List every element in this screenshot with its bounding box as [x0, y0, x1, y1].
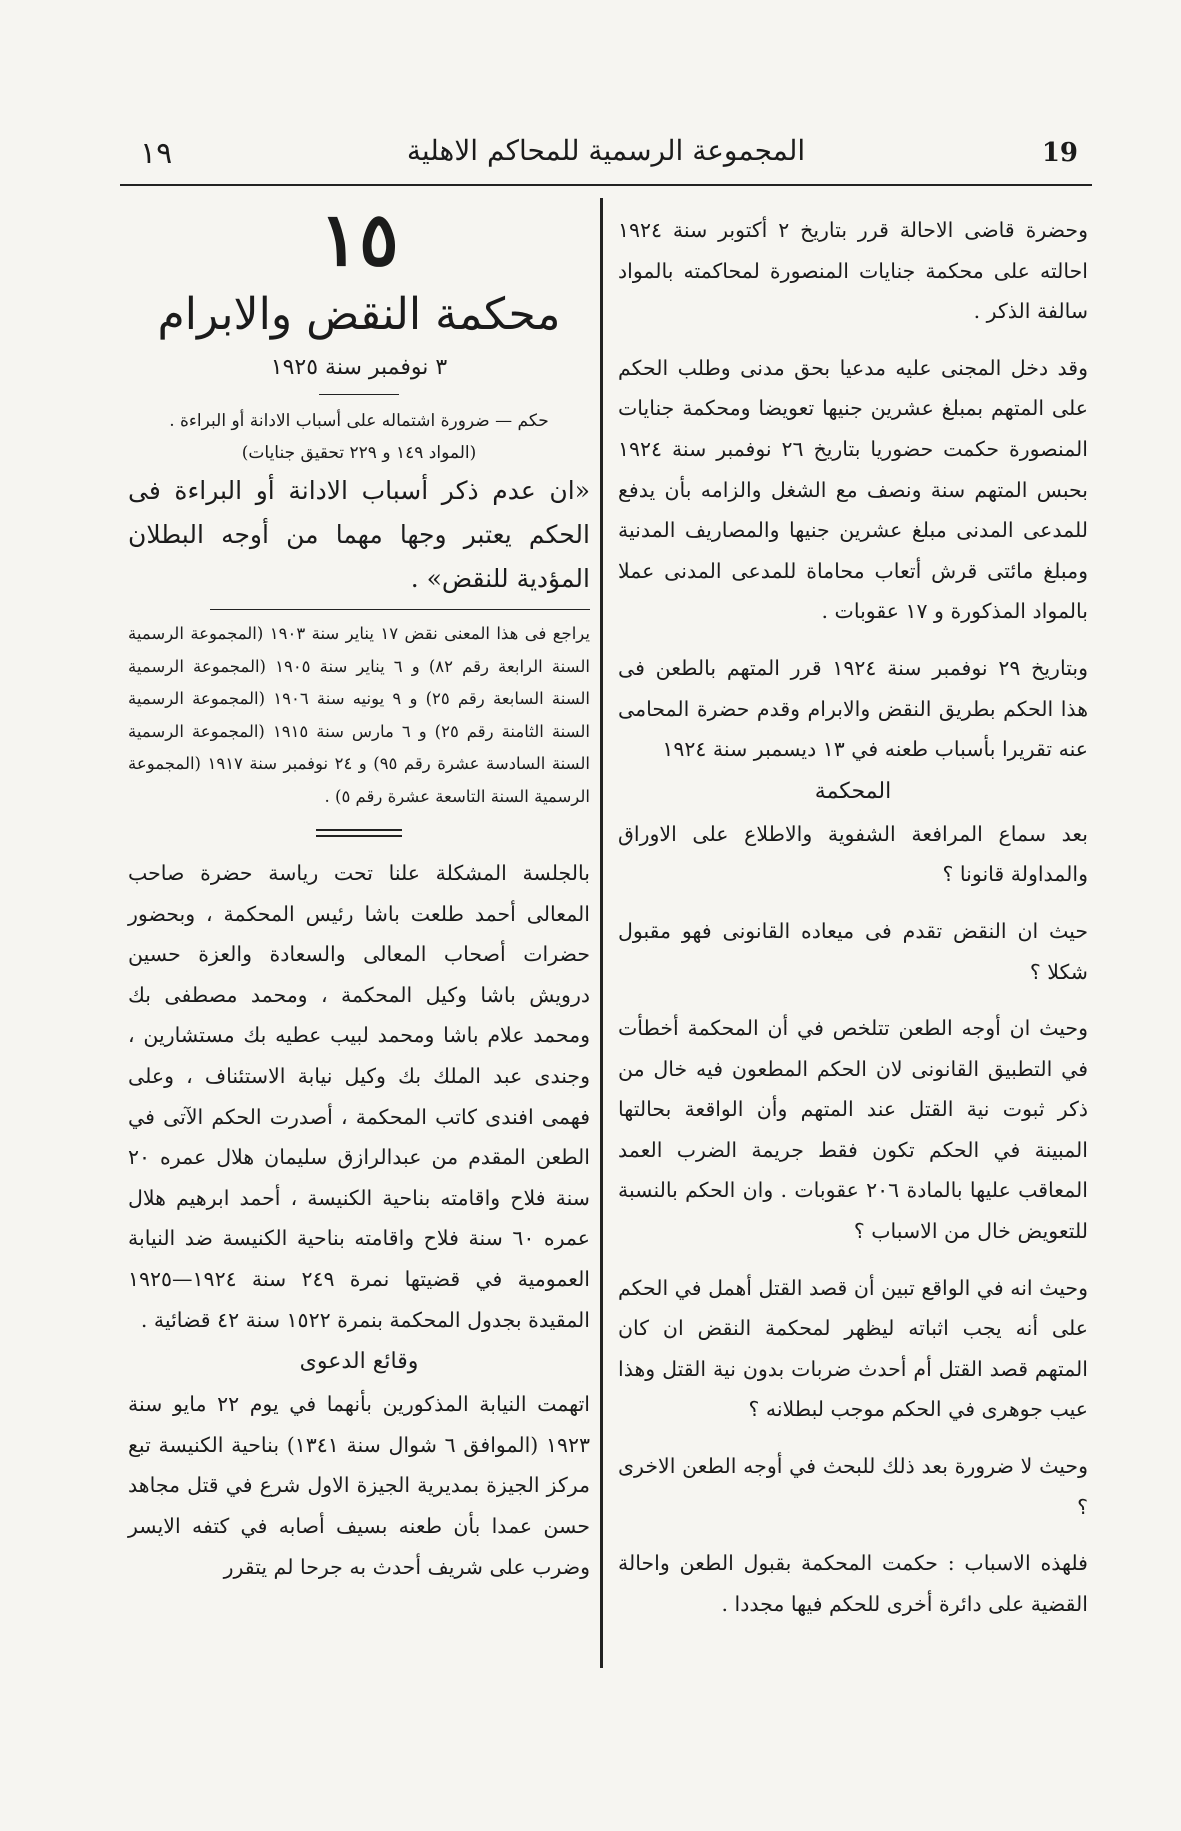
paragraph-appeal: وبتاريخ ٢٩ نوفمبر سنة ١٩٢٤ قرر المتهم بالطعن فى هذا الحكم بطريق النقض والابرام وقدم حضرة المحامى عنه تقريرا بأسباب طعنه في ١٣ ديسمبر سنة ١٩٢٤: [618, 655, 1088, 762]
references: يراجع فى هذا المعنى نقض ١٧ يناير سنة ١٩٠٣ (المجموعة الرسمية السنة الرابعة رقم ٨٢) و ٦ يناير سنة ١٩٠٥ (المجموعة الرسمية السنة السابعة رقم ٢٥) و ٩ يونيه سنة ١٩٠٦ (المجموعة الرسمية السنة الثامنة رقم ٢٥) و ٦ مارس سنة ١٩١٥ (المجموعة الرسمية السنة السادسة عشرة رقم ٩٥) و ٢٤ نوفمبر سنة ١٩١٧ (المجموعة الرسمية السنة التاسعة عشرة رقم ٥) .: [128, 624, 591, 806]
page-header: [120, 132, 1092, 178]
paragraph-other-grounds: وحيث لا ضرورة بعد ذلك للبحث في أوجه الطعن الاخرى ؟: [618, 1454, 1088, 1519]
judgment-date: ٣ نوفمبر سنة ١٩٢٥: [270, 355, 448, 380]
running-title: المجموعة الرسمية للمحاكم الاهلية: [406, 134, 806, 167]
legal-principle: «ان عدم ذكر أسباب الادانة أو البراءة فى الحكم يعتبر وجها مهما من أوجه البطلان المؤدية للنقض» .: [128, 476, 590, 593]
double-divider: [316, 829, 402, 837]
facts-text: اتهمت النيابة المذكورين بأنهما في يوم ٢٢ مايو سنة ١٩٢٣ (الموافق ٦ شوال سنة ١٣٤١) بناحية الكنيسة تبع مركز الجيزة بمديرية الجيزة الاول شرع في قتل مجاهد حسن عمدا بأن طعنه بسيف أصابه في كتفه الايسر وضرب على شريف أحدث به جرحا لم يتقرر: [128, 1392, 591, 1579]
court-heading: المحكمة: [814, 778, 892, 804]
paragraph-ruling: فلهذه الاسباب : حكمت المحكمة بقبول الطعن واحالة القضية على دائرة أخرى للحكم فيها مجددا .: [618, 1551, 1088, 1616]
paragraph-grounds: وحيث ان أوجه الطعن تتلخص في أن المحكمة أخطأت في التطبيق القانونى لان الحكم المطعون فيه خال من ذكر ثبوت نية القتل عند المتهم وأن الواقعة بحالتها المبينة في الحكم تكون فقط جريمة الضرب العمد المعاقب عليها بالمادة ٢٠٦ عقوبات . وان الحكم بالنسبة للتعويض خال من الاسباب ؟: [618, 1016, 1088, 1244]
references-divider: [210, 609, 590, 610]
paragraph-hearing: بعد سماع المرافعة الشفوية والاطلاع على الاوراق والمداولة قانونا ؟: [618, 821, 1088, 887]
facts-heading: وقائع الدعوى: [299, 1349, 419, 1375]
case-number: ١٥: [319, 197, 399, 283]
page-number-latin: 19: [1041, 138, 1078, 168]
applicable-articles: (المواد ١٤٩ و ٢٢٩ تحقيق جنايات): [241, 443, 477, 463]
paragraph-civil-claim: وقد دخل المجنى عليه مدعيا بحق مدنى وطلب الحكم على المتهم بمبلغ عشرين جنيها تعويضا ومحكمة جنايات المنصورة حكمت حضوريا بتاريخ ٢٦ نوفمبر سنة ١٩٢٤ بحبس المتهم سنة ونصف مع الشغل والزامه بأن يدفع للمدعى المدنى مبلغ عشرين جنيها والمصاريف المدنية ومبلغ مائتى قرش أتعاب محاماة للمدعى المدنى عملا بالمواد المذكورة و ١٧ عقوبات .: [618, 355, 1088, 624]
right-column: [618, 210, 1088, 1624]
column-divider: [600, 198, 603, 1668]
left-column: [128, 196, 590, 1587]
short-divider: [319, 394, 399, 395]
session-text: بالجلسة المشكلة علنا تحت رياسة حضرة صاحب المعالى أحمد طلعت باشا رئيس المحكمة ، وبحضور حضرات أصحاب المعالى والسعادة والعزة حسين درويش باشا وكيل المحكمة ، ومحمد مصطفى بك ومحمد علام باشا ومحمد لبيب عطيه بك مستشارين ، وجندى عبد الملك بك وكيل نيابة الاستئناف ، وعلى فهمى افندى كاتب المحكمة ، أصدرت الحكم الآتى في الطعن المقدم من عبدالرازق سليمان هلال عمره ٢٠ سنة فلاح واقامته بناحية الكنيسة ، أحمد ابرهيم هلال عمره ٦٠ سنة فلاح واقامته بناحية الكنيسة ضد النيابة العمومية في قضيتها نمرة ٢٤٩ سنة ١٩٢٤—١٩٢٥ المقيدة بجدول المحكمة بنمرة ١٥٢٢ سنة ٤٢ قضائية .: [128, 861, 591, 1332]
paragraph-intent: وحيث انه في الواقع تبين أن قصد القتل أهمل في الحكم على أنه يجب اثباته ليظهر لمحكمة النقض ان كان المتهم قصد القتل أم أحدث ضربات بدون نية القتل وهذا عيب جوهرى في الحكم موجب لبطلانه ؟: [618, 1275, 1088, 1422]
page-number-arabic: ١٩: [140, 136, 173, 171]
case-summary: حكم — ضرورة اشتماله على أسباب الادانة أو البراءة .: [169, 411, 549, 431]
header-rule: [120, 184, 1092, 186]
court-name: محكمة النقض والابرام: [157, 289, 561, 340]
paragraph-form: حيث ان النقض تقدم فى ميعاده القانونى فهو مقبول شكلا ؟: [618, 918, 1088, 984]
paragraph-referral: وحضرة قاضى الاحالة قرر بتاريخ ٢ أكتوبر سنة ١٩٢٤ احالته على محكمة جنايات المنصورة لمحاكمته بالمواد سالفة الذكر .: [618, 218, 1088, 324]
